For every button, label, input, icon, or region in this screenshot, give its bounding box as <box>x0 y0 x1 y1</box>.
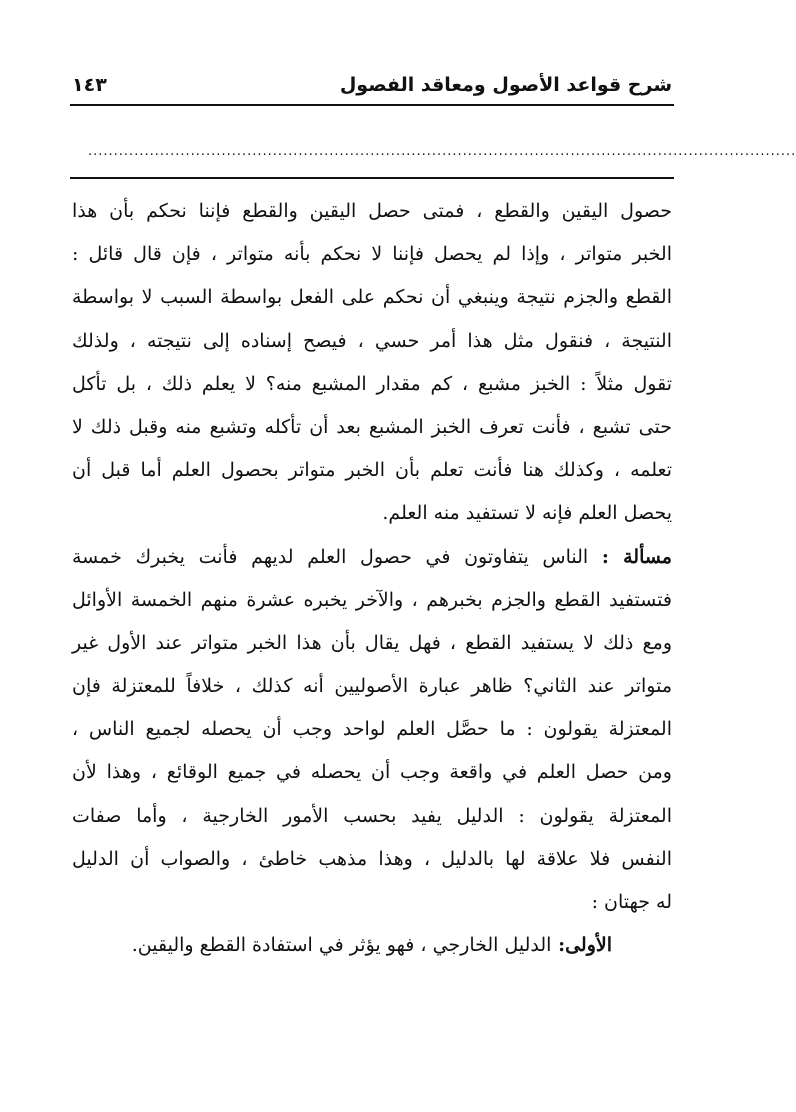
text-line <box>72 536 672 579</box>
line-text: الدليل الخارجي ، فهو يؤثر في استفادة القطع واليقين. <box>131 934 552 957</box>
line-text: ومع ذلك لا يستفيد القطع ، فهل يقال بأن هذا الخبر متواتر عند الأول غير <box>72 631 672 654</box>
text-line <box>72 233 672 276</box>
line-text: المعتزلة يقولون : ما حصَّل العلم لواحد وجب أن يحصله لجميع الناس ، <box>72 718 672 741</box>
text-line <box>72 190 672 233</box>
line-text: يحصل العلم فإنه لا تستفيد منه العلم. <box>382 502 672 525</box>
text-line <box>72 751 672 794</box>
dotted-separator: .......................................................................................................................................... <box>88 144 796 159</box>
text-line <box>72 449 672 492</box>
body-text <box>72 190 672 967</box>
text-line <box>72 320 672 363</box>
line-text: تعلمه ، وكذلك هنا فأنت تعلم بأن الخبر متواتر بحصول العلم أما قبل أن <box>72 459 672 482</box>
line-text: النتيجة ، فنقول مثل هذا أمر حسي ، فيصح إسناده إلى نتيجته ، ولذلك <box>72 329 672 352</box>
text-line <box>72 406 672 449</box>
page-number: ١٤٣ <box>72 74 107 96</box>
text-line <box>72 579 672 622</box>
line-text: الناس يتفاوتون في حصول العلم لديهم فأنت يخبرك خمسة <box>72 545 602 568</box>
running-title: شرح قواعد الأصول ومعاقد الفصول <box>339 74 672 96</box>
text-line <box>72 276 672 319</box>
footnote-separator-rule <box>70 177 674 179</box>
text-line <box>72 838 672 881</box>
line-text: حتى تشبع ، فأنت تعرف الخبز المشبع بعد أن تأكله وتشبع منه وقبل ذلك لا <box>72 415 672 438</box>
lead-term: مسألة : <box>601 545 672 568</box>
line-text: حصول اليقين والقطع ، فمتى حصل اليقين والقطع فإننا نحكم بأن هذا <box>72 200 672 222</box>
text-line <box>72 924 672 967</box>
lead-term: الأولى: <box>551 934 612 957</box>
line-text: فتستفيد القطع والجزم بخبرهم ، والآخر يخبره عشرة منهم الخمسة الأوائل <box>72 588 672 611</box>
page-header <box>72 68 672 102</box>
text-line <box>72 795 672 838</box>
line-text: ومن حصل العلم في واقعة وجب أن يحصله في جميع الوقائع ، وهذا لأن <box>72 761 672 784</box>
text-line <box>72 363 672 406</box>
line-text: له جهتان : <box>591 891 672 913</box>
text-line <box>72 665 672 708</box>
text-line <box>72 708 672 751</box>
text-line <box>72 622 672 665</box>
line-text: القطع والجزم نتيجة وينبغي أن نحكم على الفعل بواسطة السبب لا بواسطة <box>72 286 672 309</box>
text-line <box>72 881 672 924</box>
line-text: تقول مثلاً : الخبز مشبع ، كم مقدار المشبع منه؟ لا يعلم ذلك ، بل تأكل <box>72 372 672 395</box>
line-text: النفس فلا علاقة لها بالدليل ، وهذا مذهب خاطئ ، والصواب أن الدليل <box>72 847 672 870</box>
text-line <box>72 492 672 535</box>
line-text: متواتر عند الثاني؟ ظاهر عبارة الأصوليين أنه كذلك ، خلافاً للمعتزلة فإن <box>72 675 672 698</box>
line-text: المعتزلة يقولون : الدليل يفيد بحسب الأمور الخارجية ، وأما صفات <box>72 804 672 827</box>
header-rule <box>70 104 674 106</box>
line-text: الخبر متواتر ، وإذا لم يحصل فإننا لا نحكم بأنه متواتر ، فإن قال قائل : <box>72 243 672 266</box>
